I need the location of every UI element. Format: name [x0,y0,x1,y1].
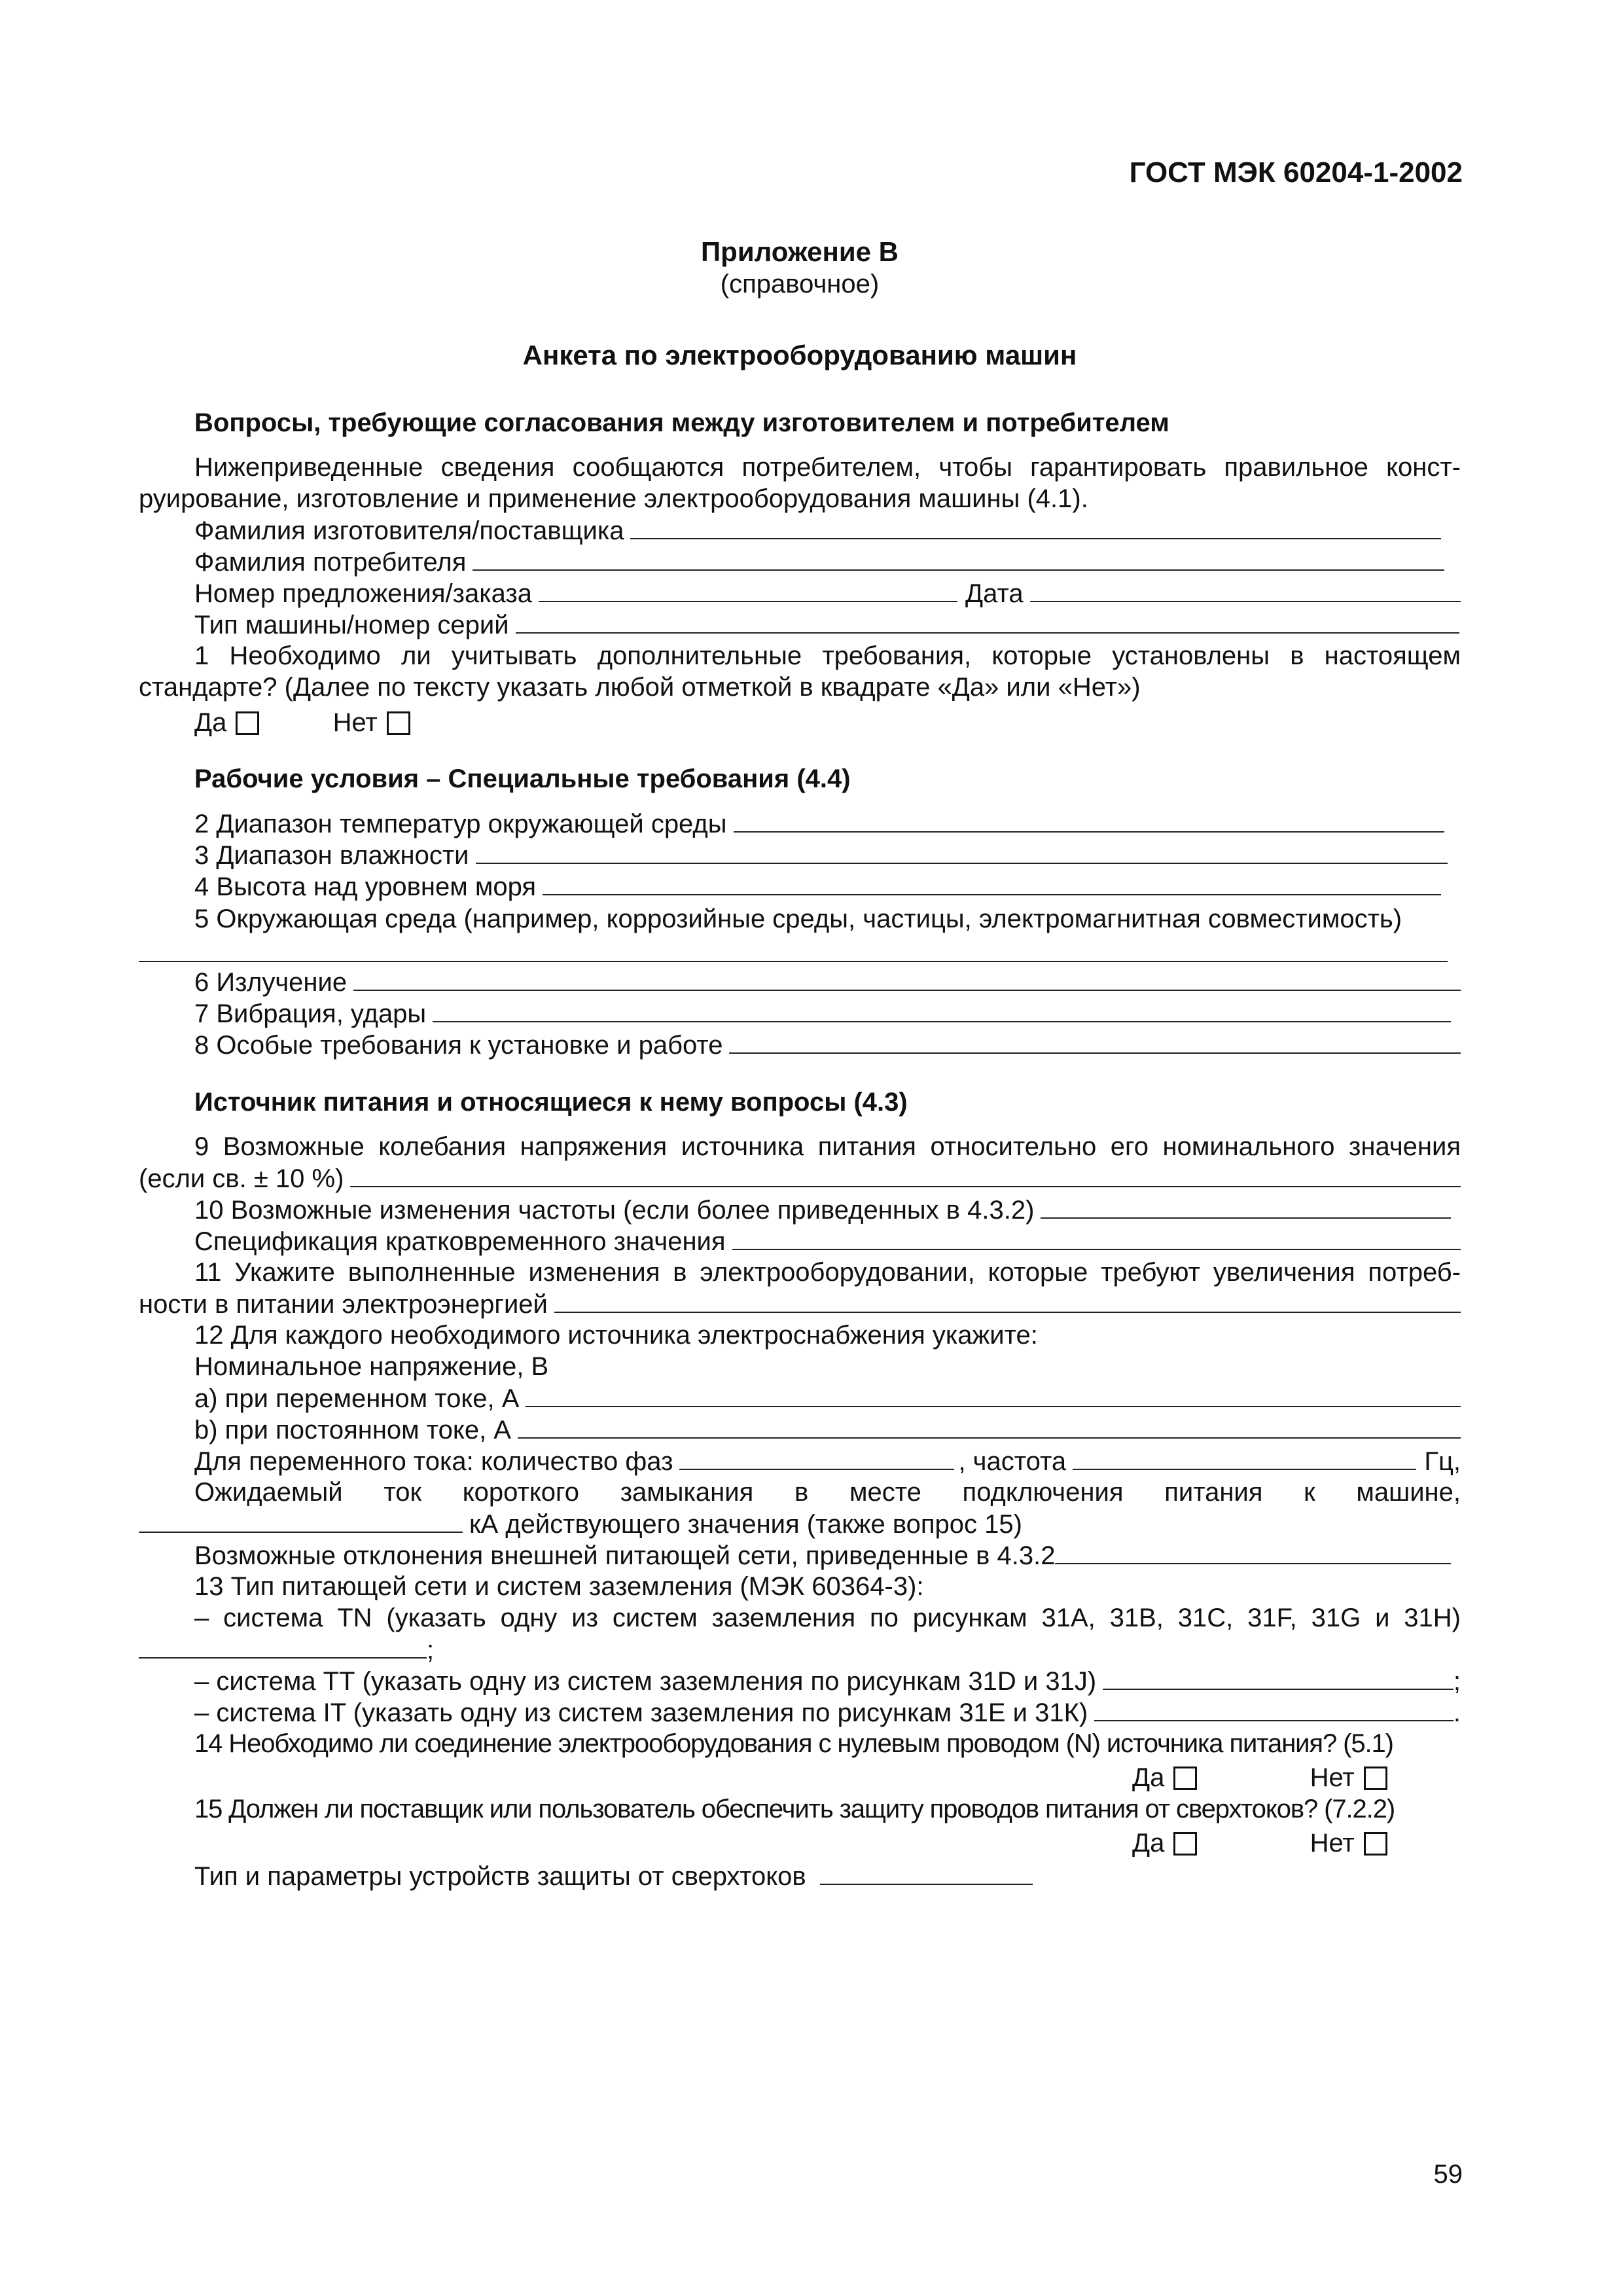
q14-no-label: Нет [1310,1763,1355,1792]
q6-row [139,966,1461,997]
q4-row [139,870,1441,902]
q11-line-1: 11 Укажите выполненные изменения в электрооборудовании, которые требуют увеличения потреб- [194,1258,1461,1287]
appendix-subtitle: (справочное) [720,270,880,298]
q3-label: 3 Диапазон влажности [194,841,469,870]
q1-line-2: стандарте? (Далее по тексту указать любой отметкой в квадрате «Да» или «Нет») [139,673,1141,702]
q3-row [139,839,1448,870]
q8-field[interactable] [729,1029,1461,1054]
date-label: Дата [965,579,1024,608]
q12-hz-label: Гц, [1424,1447,1461,1476]
q11-field[interactable] [554,1288,1461,1313]
q5-field[interactable] [139,961,1448,962]
q12-b-field[interactable] [518,1414,1461,1439]
q13-label: 13 Тип питающей сети и систем заземления (МЭК 60364-3): [194,1572,924,1601]
manufacturer-label: Фамилия изготовителя/поставщика [194,516,624,545]
q15-label: 15 Должен ли поставщик или пользователь обеспечить защиту проводов питания от сверхтоков? (7.2.2) [194,1795,1395,1823]
q3-field[interactable] [476,839,1448,864]
order-number-field[interactable] [539,577,957,602]
q13-tt-field[interactable] [1103,1665,1454,1690]
q4-label: 4 Высота над уровнем моря [194,872,537,901]
q6-field[interactable] [353,966,1461,991]
section-1-title: Вопросы, требующие согласования между изготовителем и потребителем [194,408,1169,437]
machine-type-row [139,609,1459,640]
q15-yes-label: Да [1132,1829,1165,1857]
q10-spec-field[interactable] [732,1225,1461,1250]
q13-it-end: . [1453,1698,1461,1727]
q12-phases-label: Для переменного тока: количество фаз [194,1447,673,1476]
q13-tn-field[interactable] [139,1634,427,1659]
q9-row-2 [139,1162,1461,1194]
q12-sc-line-1: Ожидаемый ток короткого замыкания в месте подключения питания к машине, [194,1478,1461,1507]
section-3-title: Источник питания и относящиеся к нему вопросы (4.3) [194,1088,908,1117]
q12-a-field[interactable] [526,1382,1461,1407]
q12-dev-field[interactable] [1055,1539,1451,1564]
q14-yes-label: Да [1132,1763,1165,1792]
q12-sc-row-2 [139,1508,1461,1539]
q15-no-checkbox[interactable] [1364,1832,1387,1856]
q14-yes-checkbox[interactable] [1173,1767,1197,1790]
q10-spec-label: Спецификация кратковременного значения [194,1227,726,1256]
q12-freq-field[interactable] [1073,1445,1416,1470]
q13-tn-row-2 [139,1634,1461,1665]
machine-type-label: Тип машины/номер серий [194,611,509,639]
q1-no-label: Нет [332,708,378,737]
q10-label: 10 Возможные изменения частоты (если более приведенных в 4.3.2) [194,1196,1035,1225]
q13-it-label: – система IT (указать одну из систем заземления по рисункам 31Е и 31К) [194,1698,1088,1727]
date-field[interactable] [1030,577,1461,602]
q10-field[interactable] [1041,1194,1451,1219]
q15-yes-checkbox[interactable] [1173,1832,1197,1856]
q12-freq-label: , частота [958,1447,1067,1476]
questionnaire-heading: Анкета по электрооборудованию машин [522,340,1077,370]
order-row [139,577,1461,609]
q12-dev-label: Возможные отклонения внешней питающей сети, приведенные в 4.3.2 [194,1541,1056,1570]
q12-nominal-label: Номинальное напряжение, В [194,1352,549,1381]
q11-row-2 [139,1288,1461,1319]
q12-b-label: b) при постоянном токе, А [194,1416,511,1444]
q1-line-1: 1 Необходимо ли учитывать дополнительные требования, которые установлены в настоящем [194,641,1461,670]
q12-phases-row [139,1445,1461,1477]
q11-line-2: ности в питании электроэнергией [139,1290,548,1319]
q1-answer-row [139,707,1461,738]
q2-label: 2 Диапазон температур окружающей среды [194,810,727,838]
q7-field[interactable] [433,997,1451,1022]
q8-label: 8 Особые требования к установке и работе [194,1031,723,1060]
q13-tt-row [139,1665,1461,1696]
q12-a-label: а) при переменном токе, А [194,1384,520,1413]
protection-row [139,1860,1461,1892]
q15-answer-row [1132,1827,1459,1859]
q13-tn-end: ; [427,1636,435,1664]
manufacturer-field[interactable] [630,514,1441,539]
q12-sc-line-2: кА действующего значения (также вопрос 15) [469,1510,1022,1539]
customer-field[interactable] [473,546,1444,571]
order-label: Номер предложения/заказа [194,579,532,608]
q7-row [139,997,1451,1029]
q13-tt-end: ; [1453,1667,1461,1696]
q1-no-checkbox[interactable] [387,711,410,735]
customer-row [139,546,1444,577]
q12-sc-field[interactable] [139,1508,463,1533]
q9-line-1: 9 Возможные колебания напряжения источника питания относительно его номинального значения [194,1132,1461,1161]
intro-line-2: руирование, изготовление и применение электрооборудования машины (4.1). [139,484,1088,513]
page-number: 59 [1433,2160,1463,2189]
q1-yes-label: Да [194,708,227,737]
q14-no-checkbox[interactable] [1364,1767,1387,1790]
q12-b-row [139,1414,1461,1445]
q15-no-label: Нет [1310,1829,1355,1857]
q6-label: 6 Излучение [194,968,348,997]
q14-answer-row [1132,1762,1459,1793]
standard-designation: ГОСТ МЭК 60204-1-2002 [1129,156,1463,188]
intro-line-1: Нижеприведенные сведения сообщаются потребителем, чтобы гарантировать правильное конст- [194,453,1461,482]
machine-type-field[interactable] [516,609,1459,634]
manufacturer-row [139,514,1441,546]
q7-label: 7 Вибрация, удары [194,999,427,1028]
q2-row [139,808,1444,839]
appendix-title: Приложение В [700,236,899,267]
q12-phases-field[interactable] [679,1445,954,1470]
q14-label: 14 Необходимо ли соединение электрооборудования с нулевым проводом (N) источника питания? (5.1) [194,1729,1393,1758]
protection-field[interactable] [820,1860,1033,1885]
q4-field[interactable] [543,870,1441,895]
q2-field[interactable] [734,808,1444,833]
q12-label: 12 Для каждого необходимого источника электроснабжения укажите: [194,1321,1038,1350]
q13-tt-label: – система ТТ (указать одну из систем заземления по рисункам 31D и 31J) [194,1667,1097,1696]
customer-label: Фамилия потребителя [194,548,467,577]
q9-line-2: (если св. ± 10 %) [139,1164,344,1193]
q12-dev-row [139,1539,1451,1571]
q5-label: 5 Окружающая среда (например, коррозийные среды, частицы, электромагнитная совместимость) [194,905,1402,933]
protection-label: Тип и параметры устройств защиты от сверхтоков [194,1862,806,1891]
q9-field[interactable] [350,1162,1461,1187]
q10-row [139,1194,1451,1225]
q8-row [139,1029,1461,1060]
q13-it-row [139,1696,1461,1728]
q1-yes-checkbox[interactable] [236,711,259,735]
q10-spec-row [139,1225,1461,1257]
q13-tn-label: – система TN (указать одну из систем заземления по рисункам 31А, 31В, 31С, 31F, 31G и 31Н) [194,1604,1461,1632]
q13-it-field[interactable] [1094,1696,1454,1721]
q12-a-row [139,1382,1461,1414]
section-2-title: Рабочие условия – Специальные требования (4.4) [194,764,851,793]
